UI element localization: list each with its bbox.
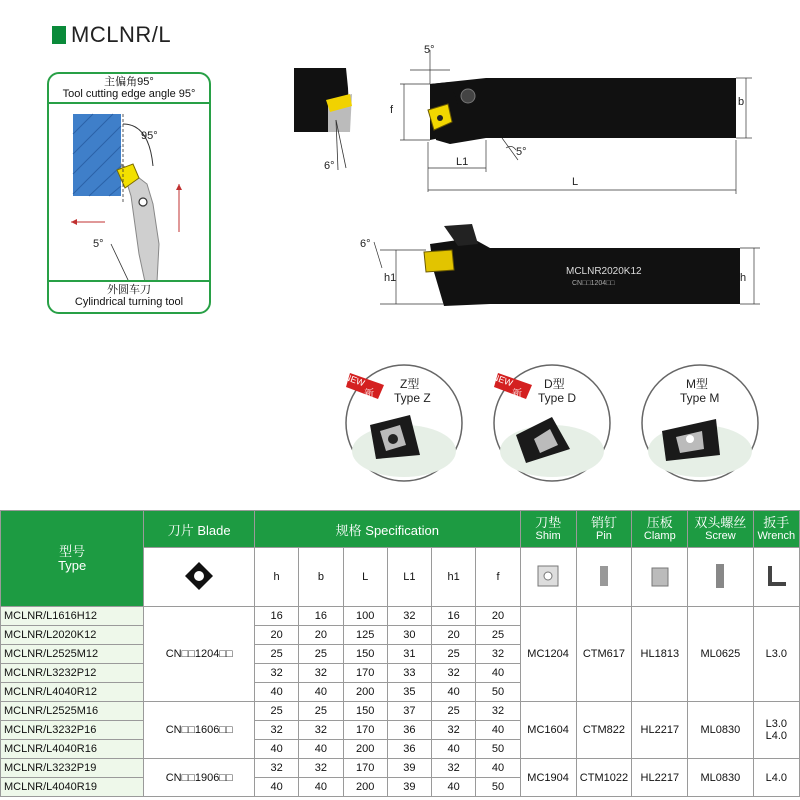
blade-insert-icon xyxy=(179,556,219,596)
tool-top-view-drawing xyxy=(290,40,770,200)
type-d-en: Type D xyxy=(538,391,577,405)
wrench-icon xyxy=(762,562,790,590)
spec-col-h1: h1 xyxy=(432,548,476,607)
shim-icon xyxy=(534,562,562,590)
table-row: MCLNR/L4040R16 40 40 200 36 40 50 xyxy=(1,740,800,759)
cylindrical-label-cn: 外圆车刀 xyxy=(107,284,151,296)
type-z-en: Type Z xyxy=(394,391,431,405)
angle-5-label: 5° xyxy=(93,238,104,250)
table-row: MCLNR/L4040R19 40 40 200 39 40 50 xyxy=(1,778,800,797)
wrench-image xyxy=(753,548,799,607)
header-wrench: 扳手 Wrench xyxy=(753,511,799,548)
tool-marking: MCLNR2020K12 xyxy=(566,266,642,277)
page-title xyxy=(52,22,171,48)
clamp-image xyxy=(632,548,688,607)
box-divider-bottom xyxy=(49,280,209,282)
title-marker xyxy=(52,26,66,44)
header-screw: 双头螺丝 Screw xyxy=(688,511,753,548)
dim-angle-6b: 6° xyxy=(360,238,371,250)
header-clamp: 压板 Clamp xyxy=(632,511,688,548)
type-m-cn: M型 xyxy=(686,377,708,391)
table-row: MCLNR/L4040R12 40 40 200 35 40 50 xyxy=(1,683,800,702)
title-text: MCLNR/L xyxy=(71,22,172,47)
blade-image xyxy=(144,548,255,607)
type-z-new: NEW xyxy=(342,371,367,389)
type-z-cn: Z型 xyxy=(400,377,420,391)
tool-marking-small: CN□□1204□□ xyxy=(572,280,615,287)
table-row: MCLNR/L2525M16 CN□□1606□□ 25 25 150 37 25 32 MC1604 CTM822 HL2217 ML0830 L3.0 L4.0 xyxy=(1,702,800,721)
header-pin: 销钉 Pin xyxy=(576,511,632,548)
dim-angle-right: 5° xyxy=(516,146,527,158)
cylindrical-label-en: Cylindrical turning tool xyxy=(74,296,184,308)
table-row: MCLNR/L3232P16 32 32 170 36 32 40 xyxy=(1,721,800,740)
shim-image xyxy=(520,548,576,607)
spec-table xyxy=(0,510,800,800)
dim-angle-6a: 6° xyxy=(324,160,335,172)
type-z-badge xyxy=(340,355,468,483)
dim-angle-top: 5° xyxy=(424,44,435,56)
table-row: MCLNR/L3232P12 32 32 170 33 32 40 xyxy=(1,664,800,683)
dim-f: f xyxy=(390,104,394,116)
angle-95-label: 95° xyxy=(141,130,158,142)
spec-col-l: L xyxy=(343,548,387,607)
type-d-new: NEW xyxy=(490,371,515,389)
dim-l1: L1 xyxy=(456,156,469,168)
spec-col-f: f xyxy=(476,548,520,607)
type-m-en: Type M xyxy=(680,391,720,405)
table-row: MCLNR/L2525M12 25 25 150 31 25 32 xyxy=(1,645,800,664)
type-d-cn: D型 xyxy=(544,377,565,391)
header-type: 型号 Type xyxy=(1,511,144,607)
pin-icon xyxy=(590,562,618,590)
header-shim: 刀垫 Shim xyxy=(520,511,576,548)
clamp-icon xyxy=(646,562,674,590)
table-row: MCLNR/L1616H12 CN□□1204□□ 16 16 100 32 16 20 MC1204 CTM617 HL1813 ML0625 L3.0 xyxy=(1,607,800,626)
header-spec: 规格 Specification xyxy=(254,511,520,548)
dim-h: h xyxy=(740,272,747,284)
screw-icon xyxy=(706,562,734,590)
type-d-badge xyxy=(488,355,616,483)
type-z-new-cn: 新 xyxy=(364,389,374,400)
table-row: MCLNR/L2020K12 20 20 125 30 20 25 xyxy=(1,626,800,645)
cutting-angle-diagram xyxy=(49,104,209,282)
dim-h1: h1 xyxy=(384,272,397,284)
spec-col-b: b xyxy=(299,548,343,607)
dim-b: b xyxy=(738,96,745,108)
spec-col-l1: L1 xyxy=(387,548,431,607)
tool-side-view-drawing xyxy=(360,220,770,320)
wrench-cell-group2: L3.0 L4.0 xyxy=(753,702,799,759)
type-m-badge xyxy=(636,355,764,483)
screw-image xyxy=(688,548,753,607)
header-blade: 刀片 Blade xyxy=(144,511,255,548)
cutting-angle-label-cn: 主偏角95° xyxy=(104,76,154,88)
cutting-angle-label-en: Tool cutting edge angle 95° xyxy=(62,88,196,100)
spec-col-h: h xyxy=(254,548,298,607)
cutting-angle-box xyxy=(47,72,211,314)
table-row: MCLNR/L3232P19 CN□□1906□□ 32 32 170 39 32 40 MC1904 CTM1022 HL2217 ML0830 L4.0 xyxy=(1,759,800,778)
pin-image xyxy=(576,548,632,607)
dim-l: L xyxy=(572,176,579,188)
type-d-new-cn: 新 xyxy=(512,389,522,400)
